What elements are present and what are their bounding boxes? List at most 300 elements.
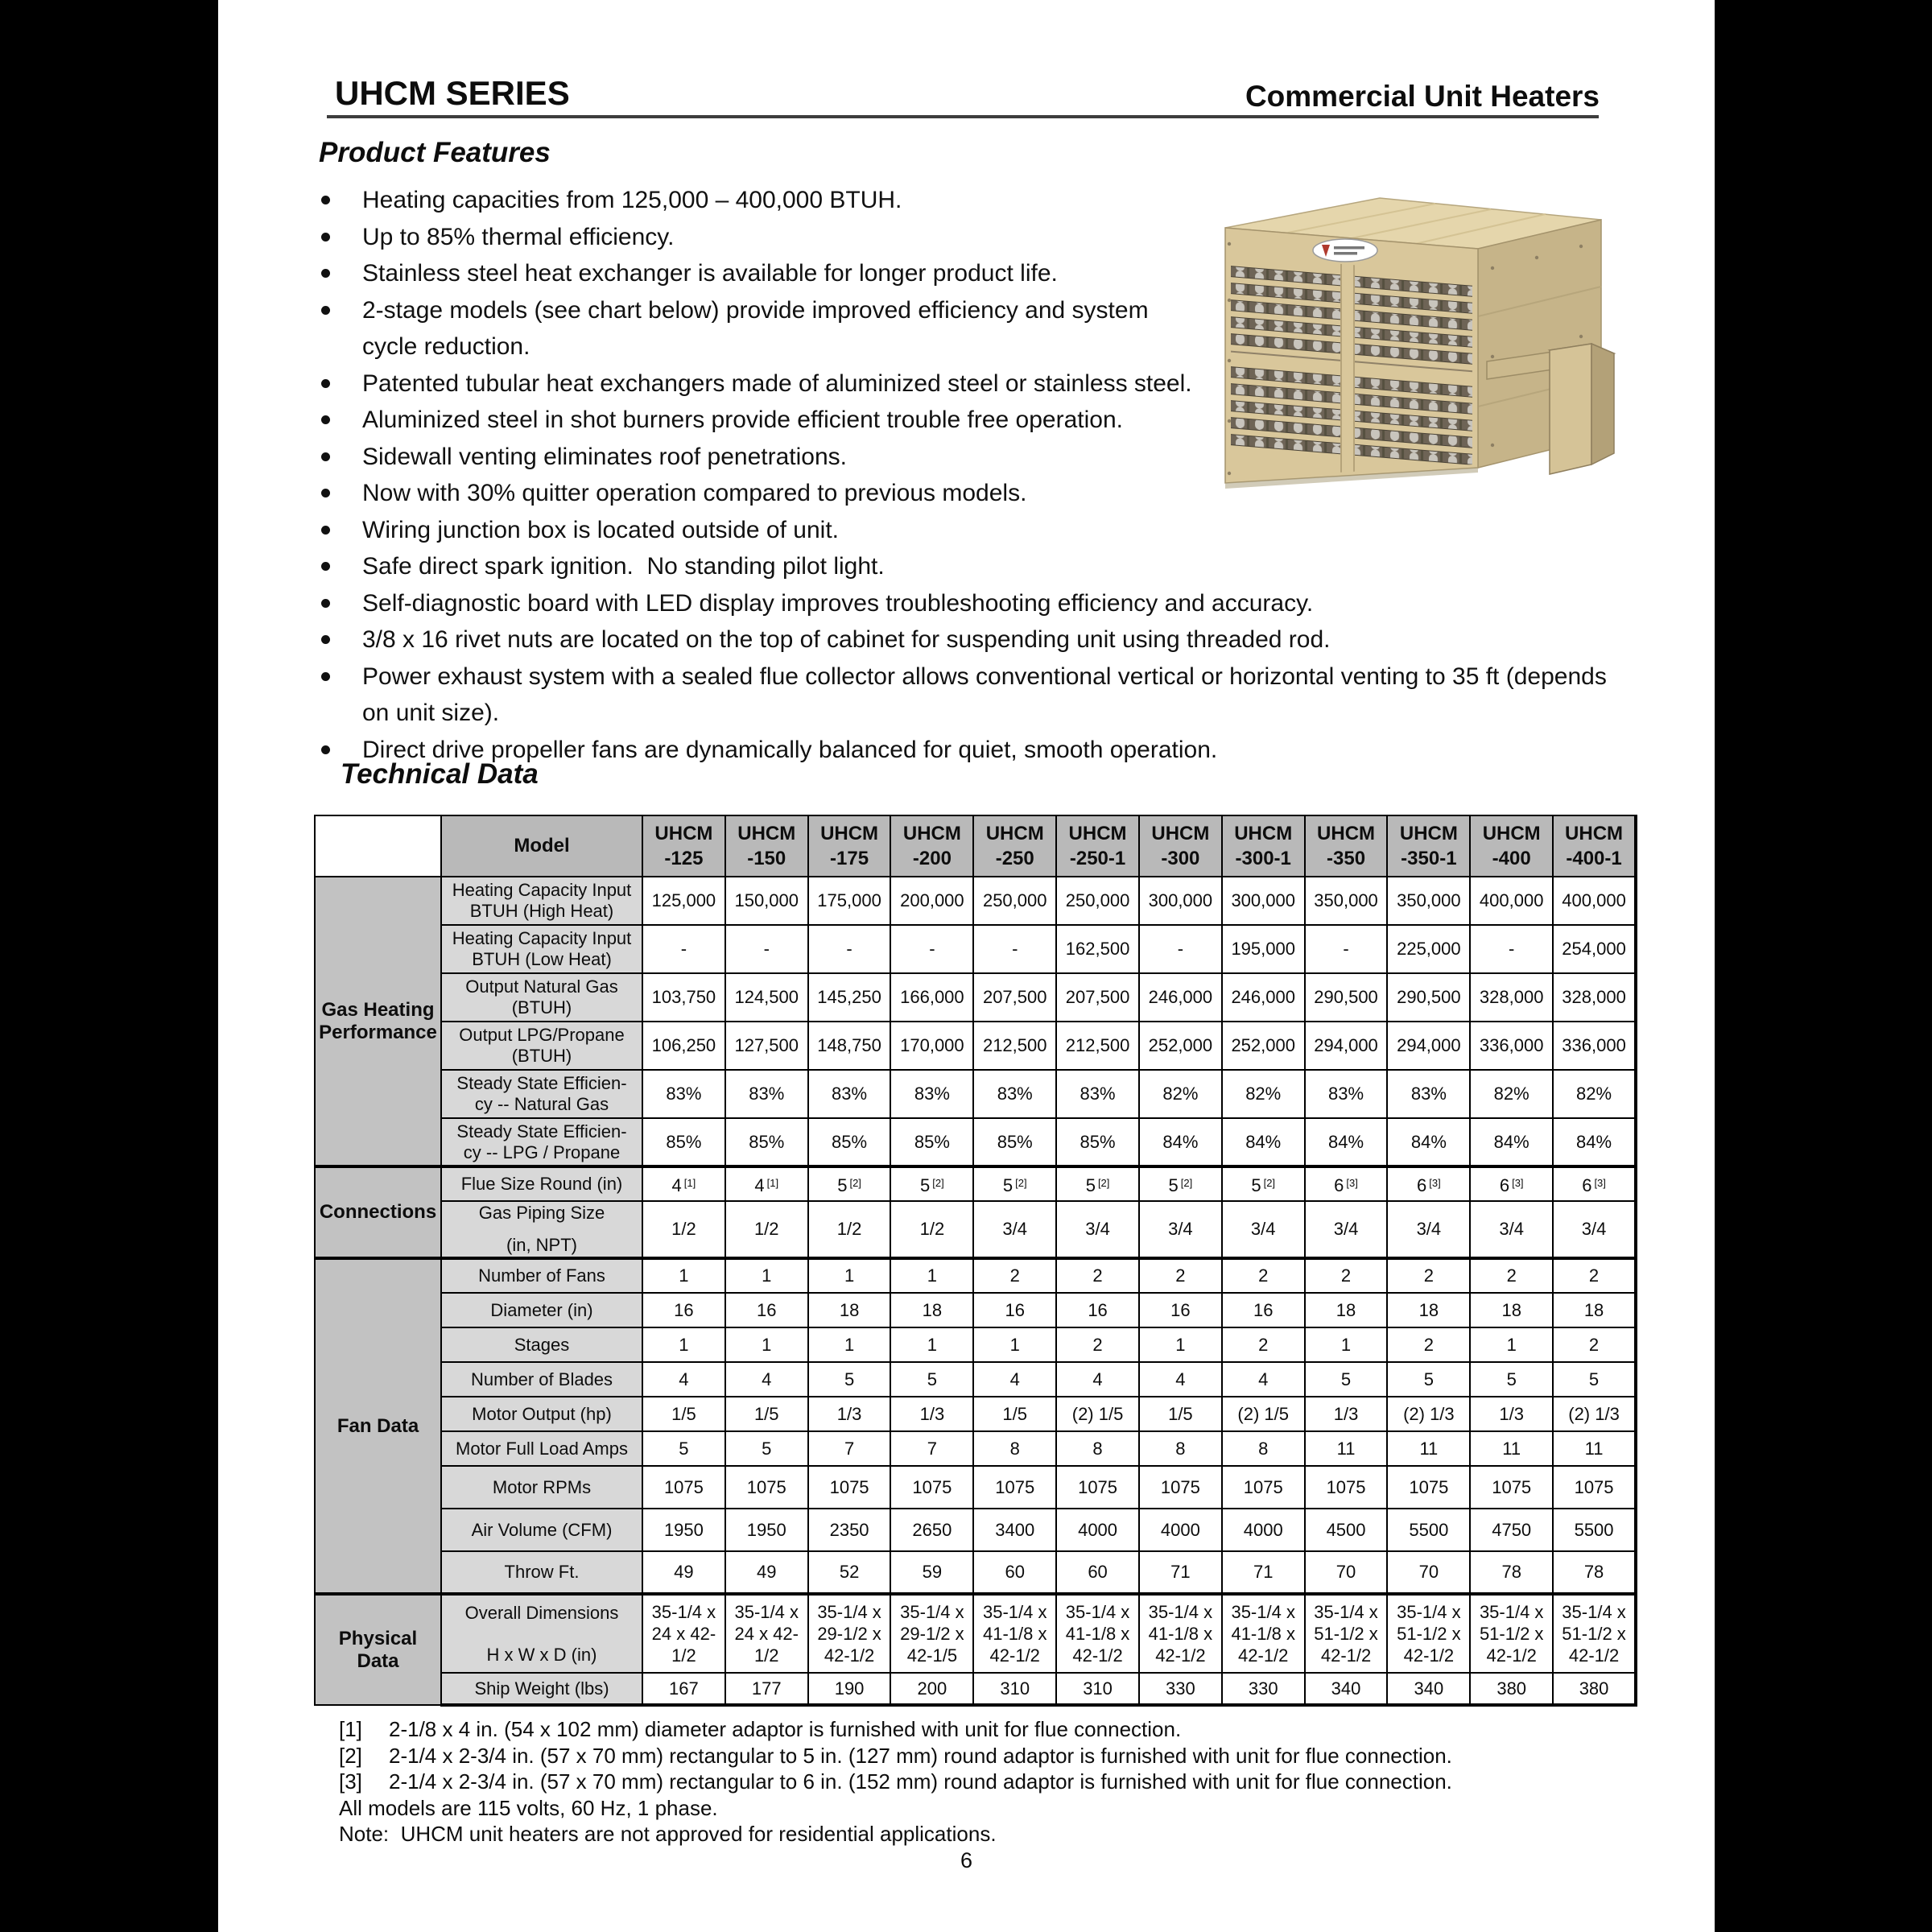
- data-cell: 1: [890, 1258, 973, 1293]
- data-cell: 5 [2]: [973, 1166, 1056, 1201]
- document-page: [218, 0, 1715, 1932]
- feature-item: Now with 30% quitter operation compared to previous models.: [316, 475, 1607, 512]
- data-cell: 3/4: [1139, 1201, 1222, 1258]
- data-cell: 2: [1305, 1258, 1388, 1293]
- data-cell: 84%: [1305, 1118, 1388, 1166]
- data-cell: 250,000: [973, 877, 1056, 925]
- page-subtitle: Commercial Unit Heaters: [1245, 80, 1600, 113]
- data-cell: 190: [808, 1673, 891, 1705]
- data-cell: 6 [3]: [1387, 1166, 1470, 1201]
- table-row: [315, 1397, 1636, 1431]
- data-cell: 5: [1305, 1362, 1388, 1397]
- data-cell: 35-1/4 x 51-1/2 x 42-1/2: [1305, 1594, 1388, 1673]
- data-cell: 5: [808, 1362, 891, 1397]
- data-cell: 1: [1139, 1327, 1222, 1362]
- data-cell: 254,000: [1553, 925, 1636, 973]
- data-cell: 336,000: [1470, 1022, 1553, 1070]
- row-label-cell: Heating Capacity Input BTUH (High Heat): [441, 877, 642, 925]
- data-cell: 246,000: [1139, 973, 1222, 1022]
- table-row: [315, 1362, 1636, 1397]
- data-cell: 340: [1387, 1673, 1470, 1705]
- data-cell: 1075: [890, 1466, 973, 1509]
- data-cell: 35-1/4 x 24 x 42-1/2: [725, 1594, 808, 1673]
- row-label-cell: Number of Fans: [441, 1258, 642, 1293]
- data-cell: 4000: [1222, 1509, 1305, 1551]
- data-cell: 5: [890, 1362, 973, 1397]
- data-cell: 1075: [1470, 1466, 1553, 1509]
- data-cell: 35-1/4 x 51-1/2 x 42-1/2: [1387, 1594, 1470, 1673]
- data-cell: 16: [1139, 1293, 1222, 1327]
- data-cell: 35-1/4 x 41-1/8 x 42-1/2: [1056, 1594, 1139, 1673]
- data-cell: 2: [1470, 1258, 1553, 1293]
- data-cell: 162,500: [1056, 925, 1139, 973]
- data-cell: 3/4: [1056, 1201, 1139, 1258]
- data-cell: 125,000: [642, 877, 725, 925]
- technical-data-table: [314, 815, 1637, 1707]
- data-cell: 124,500: [725, 973, 808, 1022]
- data-cell: -: [973, 925, 1056, 973]
- data-cell: 200: [890, 1673, 973, 1705]
- data-cell: 380: [1470, 1673, 1553, 1705]
- feature-item: Wiring junction box is located outside of unit.: [316, 512, 1607, 549]
- footnote-line: Note: UHCM unit heaters are not approved for residential applications.: [339, 1822, 997, 1846]
- table-row: [315, 1293, 1636, 1327]
- group-label-cell: Gas Heating Performance: [315, 877, 441, 1166]
- data-cell: 18: [1553, 1293, 1636, 1327]
- data-cell: 1075: [808, 1466, 891, 1509]
- feature-item: Safe direct spark ignition. No standing pilot light.: [316, 548, 1607, 585]
- data-cell: 207,500: [973, 973, 1056, 1022]
- table-row: [315, 1327, 1636, 1362]
- data-cell: 83%: [1387, 1070, 1470, 1118]
- data-cell: 16: [725, 1293, 808, 1327]
- data-cell: 85%: [808, 1118, 891, 1166]
- data-cell: 1: [808, 1258, 891, 1293]
- row-label-cell: Output Natural Gas (BTUH): [441, 973, 642, 1022]
- table-row: [315, 1509, 1636, 1551]
- table-row: [315, 1070, 1636, 1118]
- data-cell: 60: [973, 1551, 1056, 1594]
- data-cell: 84%: [1222, 1118, 1305, 1166]
- data-cell: 1075: [725, 1466, 808, 1509]
- data-cell: 4 [1]: [642, 1166, 725, 1201]
- data-cell: 49: [725, 1551, 808, 1594]
- data-cell: 1/3: [808, 1397, 891, 1431]
- footnote: [1] 2-1/8 x 4 in. (54 x 102 mm) diameter adaptor is furnished with unit for flue connection.: [339, 1717, 1182, 1741]
- row-label-cell: Heating Capacity Input BTUH (Low Heat): [441, 925, 642, 973]
- data-cell: 225,000: [1387, 925, 1470, 973]
- table-row: [315, 877, 1636, 925]
- data-cell: 300,000: [1139, 877, 1222, 925]
- data-cell: 78: [1553, 1551, 1636, 1594]
- page-title: UHCM SERIES: [335, 74, 570, 112]
- data-cell: 35-1/4 x 29-1/2 x 42-1/2: [808, 1594, 891, 1673]
- feature-item: Patented tubular heat exchangers made of aluminized steel or stainless steel.: [316, 365, 1607, 402]
- data-cell: 177: [725, 1673, 808, 1705]
- data-cell: 11: [1470, 1431, 1553, 1466]
- data-cell: 4750: [1470, 1509, 1553, 1551]
- data-cell: 1/2: [890, 1201, 973, 1258]
- data-cell: 83%: [808, 1070, 891, 1118]
- row-label-cell: Output LPG/Propane (BTUH): [441, 1022, 642, 1070]
- data-cell: 1/2: [808, 1201, 891, 1258]
- data-cell: 83%: [973, 1070, 1056, 1118]
- data-cell: 5 [2]: [808, 1166, 891, 1201]
- data-cell: 310: [1056, 1673, 1139, 1705]
- row-label-cell: Motor Full Load Amps: [441, 1431, 642, 1466]
- data-cell: 4 [1]: [725, 1166, 808, 1201]
- table-row: [315, 1258, 1636, 1293]
- data-cell: 1: [1470, 1327, 1553, 1362]
- data-cell: 5: [1553, 1362, 1636, 1397]
- data-cell: 5500: [1553, 1509, 1636, 1551]
- data-cell: -: [725, 925, 808, 973]
- model-column-header: UHCM -125: [642, 815, 725, 877]
- data-cell: 8: [973, 1431, 1056, 1466]
- data-cell: 150,000: [725, 877, 808, 925]
- data-cell: 330: [1139, 1673, 1222, 1705]
- data-cell: 2: [1553, 1258, 1636, 1293]
- model-column-header: UHCM -200: [890, 815, 973, 877]
- data-cell: 70: [1387, 1551, 1470, 1594]
- data-cell: 170,000: [890, 1022, 973, 1070]
- table-row: [315, 1594, 1636, 1673]
- data-cell: 82%: [1139, 1070, 1222, 1118]
- data-cell: 1: [973, 1327, 1056, 1362]
- data-cell: 1075: [1139, 1466, 1222, 1509]
- data-cell: 5 [2]: [1139, 1166, 1222, 1201]
- data-cell: 1075: [1387, 1466, 1470, 1509]
- data-cell: 18: [808, 1293, 891, 1327]
- footnote: [3] 2-1/4 x 2-3/4 in. (57 x 70 mm) rectangular to 6 in. (152 mm) round adaptor is furnished with unit for flue connection.: [339, 1769, 1452, 1794]
- technical-data-heading: Technical Data: [341, 758, 539, 790]
- data-cell: 250,000: [1056, 877, 1139, 925]
- technical-data-section: [314, 815, 1637, 1847]
- footnote: [2] 2-1/4 x 2-3/4 in. (57 x 70 mm) rectangular to 5 in. (127 mm) round adaptor is furnished with unit for flue connection.: [339, 1743, 1452, 1768]
- data-cell: 7: [808, 1431, 891, 1466]
- data-cell: (2) 1/5: [1222, 1397, 1305, 1431]
- data-cell: 4000: [1139, 1509, 1222, 1551]
- data-cell: 4: [973, 1362, 1056, 1397]
- data-cell: 350,000: [1387, 877, 1470, 925]
- data-cell: 83%: [1305, 1070, 1388, 1118]
- data-cell: 5 [2]: [1222, 1166, 1305, 1201]
- data-cell: -: [808, 925, 891, 973]
- data-cell: 1/5: [725, 1397, 808, 1431]
- data-cell: 16: [973, 1293, 1056, 1327]
- data-cell: 4000: [1056, 1509, 1139, 1551]
- data-cell: 35-1/4 x 41-1/8 x 42-1/2: [1139, 1594, 1222, 1673]
- data-cell: 85%: [890, 1118, 973, 1166]
- row-label-cell: Diameter (in): [441, 1293, 642, 1327]
- data-cell: 1: [642, 1258, 725, 1293]
- data-cell: 1075: [1222, 1466, 1305, 1509]
- table-row: [315, 1201, 1636, 1258]
- data-cell: 18: [1387, 1293, 1470, 1327]
- data-cell: 246,000: [1222, 973, 1305, 1022]
- data-cell: 83%: [642, 1070, 725, 1118]
- data-cell: 82%: [1222, 1070, 1305, 1118]
- data-cell: 1/5: [1139, 1397, 1222, 1431]
- data-cell: 83%: [890, 1070, 973, 1118]
- data-cell: 1/3: [1470, 1397, 1553, 1431]
- data-cell: 4: [642, 1362, 725, 1397]
- data-cell: 35-1/4 x 24 x 42-1/2: [642, 1594, 725, 1673]
- data-cell: 200,000: [890, 877, 973, 925]
- data-cell: 11: [1387, 1431, 1470, 1466]
- data-cell: (2) 1/3: [1387, 1397, 1470, 1431]
- table-row: [315, 925, 1636, 973]
- data-cell: 84%: [1553, 1118, 1636, 1166]
- data-cell: 2: [1387, 1327, 1470, 1362]
- data-cell: 2350: [808, 1509, 891, 1551]
- data-cell: 1: [808, 1327, 891, 1362]
- data-cell: 290,500: [1305, 973, 1388, 1022]
- data-cell: 49: [642, 1551, 725, 1594]
- feature-item: Stainless steel heat exchanger is available for longer product life.: [316, 255, 1607, 292]
- row-label-cell: Motor RPMs: [441, 1466, 642, 1509]
- product-features-heading: Product Features: [319, 137, 551, 168]
- unit-heater-photo: [1215, 196, 1617, 502]
- data-cell: 71: [1139, 1551, 1222, 1594]
- feature-item: 3/8 x 16 rivet nuts are located on the top of cabinet for suspending unit using threaded rod.: [316, 621, 1607, 658]
- data-cell: 3400: [973, 1509, 1056, 1551]
- table-row: [315, 1673, 1636, 1705]
- data-cell: 1: [890, 1327, 973, 1362]
- data-cell: 4: [1056, 1362, 1139, 1397]
- data-cell: 2: [1056, 1327, 1139, 1362]
- data-cell: 145,250: [808, 973, 891, 1022]
- data-cell: 1: [1305, 1327, 1388, 1362]
- group-label-cell: Fan Data: [315, 1258, 441, 1594]
- table-row: [315, 1431, 1636, 1466]
- header-rule: [327, 115, 1599, 118]
- data-cell: 167: [642, 1673, 725, 1705]
- data-cell: 148,750: [808, 1022, 891, 1070]
- table-corner-cell: [315, 815, 441, 877]
- data-cell: 328,000: [1553, 973, 1636, 1022]
- data-cell: 8: [1222, 1431, 1305, 1466]
- footnotes-list: [339, 1716, 1637, 1847]
- data-cell: 35-1/4 x 41-1/8 x 42-1/2: [1222, 1594, 1305, 1673]
- row-label-cell: Steady State Efficien- cy -- Natural Gas: [441, 1070, 642, 1118]
- row-label-cell: Throw Ft.: [441, 1551, 642, 1594]
- row-label-cell: Air Volume (CFM): [441, 1509, 642, 1551]
- data-cell: 59: [890, 1551, 973, 1594]
- data-cell: 85%: [725, 1118, 808, 1166]
- feature-item: Heating capacities from 125,000 – 400,000 BTUH.: [316, 182, 1607, 219]
- data-cell: 8: [1056, 1431, 1139, 1466]
- data-cell: 1: [725, 1327, 808, 1362]
- data-cell: 330: [1222, 1673, 1305, 1705]
- data-cell: 252,000: [1222, 1022, 1305, 1070]
- data-cell: 1075: [1305, 1466, 1388, 1509]
- data-cell: 2: [1222, 1258, 1305, 1293]
- model-column-header: UHCM -300: [1139, 815, 1222, 877]
- feature-item: Direct drive propeller fans are dynamically balanced for quiet, smooth operation.: [316, 732, 1607, 769]
- data-cell: 70: [1305, 1551, 1388, 1594]
- data-cell: 340: [1305, 1673, 1388, 1705]
- data-cell: 83%: [725, 1070, 808, 1118]
- data-cell: 1/2: [642, 1201, 725, 1258]
- data-cell: 5: [1470, 1362, 1553, 1397]
- data-cell: 336,000: [1553, 1022, 1636, 1070]
- model-column-header: UHCM -350: [1305, 815, 1388, 877]
- data-cell: 35-1/4 x 41-1/8 x 42-1/2: [973, 1594, 1056, 1673]
- model-column-header: UHCM -250: [973, 815, 1056, 877]
- model-column-header: UHCM -175: [808, 815, 891, 877]
- data-cell: 82%: [1470, 1070, 1553, 1118]
- data-cell: 300,000: [1222, 877, 1305, 925]
- data-cell: 294,000: [1305, 1022, 1388, 1070]
- data-cell: 11: [1553, 1431, 1636, 1466]
- data-cell: (2) 1/5: [1056, 1397, 1139, 1431]
- data-cell: 85%: [642, 1118, 725, 1166]
- data-cell: 1950: [725, 1509, 808, 1551]
- data-cell: 294,000: [1387, 1022, 1470, 1070]
- data-cell: 35-1/4 x 51-1/2 x 42-1/2: [1470, 1594, 1553, 1673]
- data-cell: 3/4: [1387, 1201, 1470, 1258]
- row-label-cell: Overall Dimensions H x W x D (in): [441, 1594, 642, 1673]
- data-cell: 290,500: [1387, 973, 1470, 1022]
- data-cell: 6 [3]: [1470, 1166, 1553, 1201]
- data-cell: 400,000: [1470, 877, 1553, 925]
- group-label-cell: Physical Data: [315, 1594, 441, 1705]
- data-cell: 2: [1553, 1327, 1636, 1362]
- data-cell: 106,250: [642, 1022, 725, 1070]
- data-cell: 85%: [1056, 1118, 1139, 1166]
- row-label-cell: Motor Output (hp): [441, 1397, 642, 1431]
- data-cell: 1075: [973, 1466, 1056, 1509]
- data-cell: 5: [1387, 1362, 1470, 1397]
- data-cell: 212,500: [973, 1022, 1056, 1070]
- data-cell: -: [1305, 925, 1388, 973]
- feature-item: Aluminized steel in shot burners provide efficient trouble free operation.: [316, 402, 1607, 439]
- data-cell: 252,000: [1139, 1022, 1222, 1070]
- data-cell: 8: [1139, 1431, 1222, 1466]
- data-cell: -: [1139, 925, 1222, 973]
- data-cell: 2: [1139, 1258, 1222, 1293]
- model-column-header: UHCM -300-1: [1222, 815, 1305, 877]
- model-column-header: UHCM -400-1: [1553, 815, 1636, 877]
- feature-item: 2-stage models (see chart below) provide improved efficiency and system cycle reduction.: [316, 292, 1607, 365]
- data-cell: -: [642, 925, 725, 973]
- group-label-cell: Connections: [315, 1166, 441, 1258]
- data-cell: 84%: [1387, 1118, 1470, 1166]
- data-cell: 4: [725, 1362, 808, 1397]
- data-cell: 1950: [642, 1509, 725, 1551]
- model-column-header: UHCM -400: [1470, 815, 1553, 877]
- data-cell: 207,500: [1056, 973, 1139, 1022]
- data-cell: 212,500: [1056, 1022, 1139, 1070]
- data-cell: 84%: [1470, 1118, 1553, 1166]
- data-cell: 1/2: [725, 1201, 808, 1258]
- data-cell: 175,000: [808, 877, 891, 925]
- data-cell: 5500: [1387, 1509, 1470, 1551]
- data-cell: 83%: [1056, 1070, 1139, 1118]
- model-column-header: UHCM -150: [725, 815, 808, 877]
- data-cell: 71: [1222, 1551, 1305, 1594]
- feature-item: Self-diagnostic board with LED display improves troubleshooting efficiency and accuracy.: [316, 585, 1607, 622]
- data-cell: 4: [1139, 1362, 1222, 1397]
- data-cell: 2650: [890, 1509, 973, 1551]
- row-label-cell: Ship Weight (lbs): [441, 1673, 642, 1705]
- table-row: [315, 1118, 1636, 1166]
- data-cell: 18: [1470, 1293, 1553, 1327]
- data-cell: 78: [1470, 1551, 1553, 1594]
- data-cell: 3/4: [1553, 1201, 1636, 1258]
- data-cell: 16: [1222, 1293, 1305, 1327]
- data-cell: 4: [1222, 1362, 1305, 1397]
- data-cell: 7: [890, 1431, 973, 1466]
- table-row: [315, 1466, 1636, 1509]
- data-cell: 3/4: [1222, 1201, 1305, 1258]
- data-cell: 5 [2]: [1056, 1166, 1139, 1201]
- data-cell: 11: [1305, 1431, 1388, 1466]
- data-cell: 5: [725, 1431, 808, 1466]
- data-cell: 1: [642, 1327, 725, 1362]
- data-cell: -: [890, 925, 973, 973]
- data-cell: 5: [642, 1431, 725, 1466]
- data-cell: 350,000: [1305, 877, 1388, 925]
- data-cell: 3/4: [1305, 1201, 1388, 1258]
- row-label-cell: Flue Size Round (in): [441, 1166, 642, 1201]
- data-cell: 1/3: [1305, 1397, 1388, 1431]
- table-row: [315, 1022, 1636, 1070]
- data-cell: 166,000: [890, 973, 973, 1022]
- brand-logo: [1313, 239, 1377, 262]
- data-cell: 1/3: [890, 1397, 973, 1431]
- data-cell: 3/4: [973, 1201, 1056, 1258]
- data-cell: 18: [1305, 1293, 1388, 1327]
- page-number: 6: [960, 1848, 973, 1872]
- model-column-header: UHCM -250-1: [1056, 815, 1139, 877]
- feature-item: Sidewall venting eliminates roof penetrations.: [316, 439, 1607, 476]
- feature-item: Up to 85% thermal efficiency.: [316, 219, 1607, 256]
- data-cell: 16: [1056, 1293, 1139, 1327]
- row-label-cell: Gas Piping Size (in, NPT): [441, 1201, 642, 1258]
- data-cell: 84%: [1139, 1118, 1222, 1166]
- data-cell: 2: [1056, 1258, 1139, 1293]
- data-cell: 85%: [973, 1118, 1056, 1166]
- table-row: [315, 973, 1636, 1022]
- table-header-row: [315, 815, 1636, 877]
- data-cell: 60: [1056, 1551, 1139, 1594]
- table-body: [315, 877, 1636, 1705]
- data-cell: 195,000: [1222, 925, 1305, 973]
- data-cell: 1: [725, 1258, 808, 1293]
- data-cell: 16: [642, 1293, 725, 1327]
- data-cell: 400,000: [1553, 877, 1636, 925]
- row-label-cell: Number of Blades: [441, 1362, 642, 1397]
- data-cell: 82%: [1553, 1070, 1636, 1118]
- data-cell: 1/5: [642, 1397, 725, 1431]
- data-cell: 103,750: [642, 973, 725, 1022]
- data-cell: 52: [808, 1551, 891, 1594]
- data-cell: 2: [1222, 1327, 1305, 1362]
- data-cell: 6 [3]: [1305, 1166, 1388, 1201]
- table-row: [315, 1166, 1636, 1201]
- data-cell: 3/4: [1470, 1201, 1553, 1258]
- data-cell: 1075: [642, 1466, 725, 1509]
- data-cell: (2) 1/3: [1553, 1397, 1636, 1431]
- data-cell: -: [1470, 925, 1553, 973]
- data-cell: 328,000: [1470, 973, 1553, 1022]
- data-cell: 2: [1387, 1258, 1470, 1293]
- data-cell: 6 [3]: [1553, 1166, 1636, 1201]
- data-cell: 1075: [1056, 1466, 1139, 1509]
- footnote-line: All models are 115 volts, 60 Hz, 1 phase.: [339, 1795, 718, 1820]
